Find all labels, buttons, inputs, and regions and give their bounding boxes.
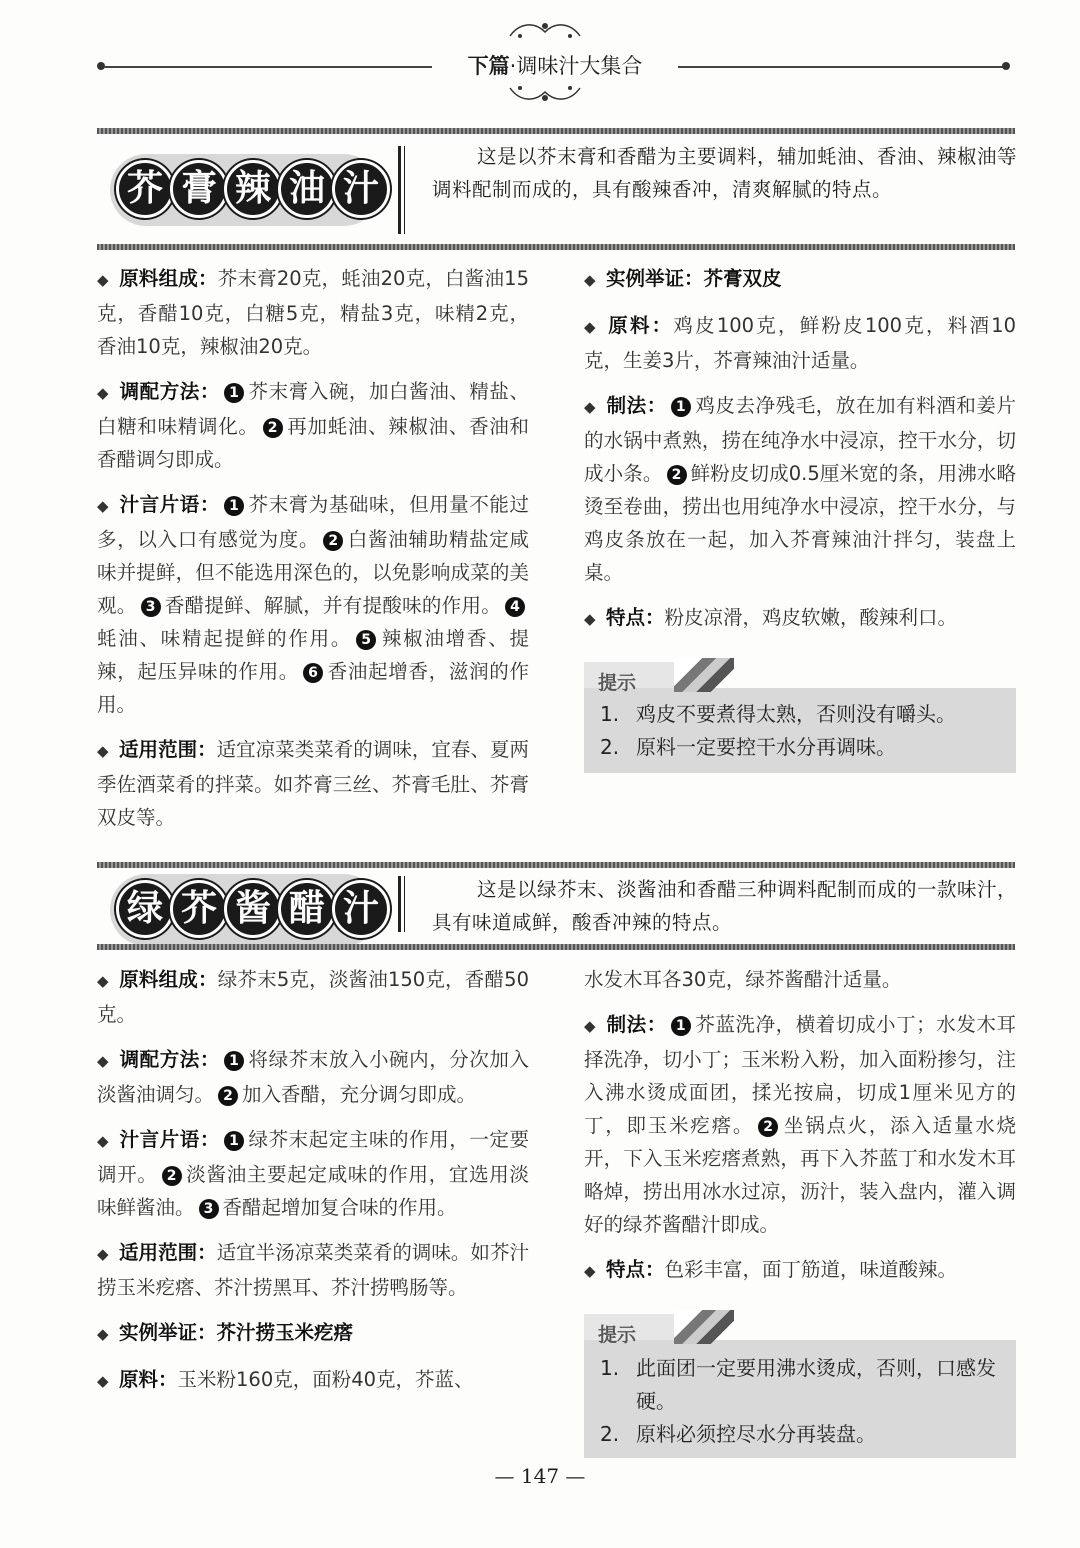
header-right-dot — [1002, 62, 1010, 70]
step-number: 1 — [224, 496, 244, 516]
bullet-icon: ◆ — [584, 1017, 596, 1035]
title-char: 芥 — [116, 160, 174, 218]
title-divider — [398, 146, 401, 234]
bullet-icon: ◆ — [97, 1372, 109, 1390]
section-bar-top — [97, 862, 1015, 868]
header-section: 下篇 — [467, 54, 510, 78]
header-left-rule — [104, 66, 432, 68]
step-number: 3 — [141, 597, 161, 617]
ingredients-paragraph: ◆ 原料组成：绿芥末5克，淡酱油150克，香醋50克。 — [97, 963, 529, 1031]
hint-stripe-icon — [674, 658, 734, 692]
title-divider-thin — [404, 146, 405, 234]
title-char: 膏 — [170, 160, 228, 218]
bullet-icon: ◆ — [584, 610, 596, 628]
running-header — [440, 50, 670, 82]
header-right-rule — [678, 66, 1004, 68]
title-char: 芥 — [170, 880, 228, 938]
hint-box — [584, 1324, 1016, 1458]
example-method: ◆ 制法： 1 芥蓝洗净，横着切成小丁；水发木耳择洗净，切小丁；玉米粉入粉，加入面粉掺匀，注入沸水烫成面团，揉光按扁，切成1厘米见方的丁，即玉米疙瘩。 2 坐锅点火，添入适量水烧开，下入玉米疙瘩煮熟，再下入芥蓝丁和水发木耳略焯，捞出用冰水过凉，沥汁，装入盘内，灌入调好的绿芥酱醋汁即成。 — [584, 1008, 1016, 1241]
scope-paragraph: ◆ 适用范围：适宜半汤凉菜类菜肴的调味。如芥汁捞玉米疙瘩、芥汁捞黑耳、芥汁捞鸭肠等。 — [97, 1236, 529, 1304]
title-char: 绿 — [116, 880, 174, 938]
title-char: 醋 — [278, 880, 336, 938]
recipe-title-badge — [116, 880, 386, 938]
step-number: 1 — [224, 1051, 244, 1071]
method-paragraph: ◆ 调配方法： 1 将绿芥末放入小碗内，分次加入淡酱油调匀。 2 加入香醋，充分调匀即成。 — [97, 1043, 529, 1111]
step-number: 5 — [356, 630, 376, 650]
step-number: 1 — [671, 397, 691, 417]
section-bar-bottom — [97, 944, 1015, 950]
hint-title: 提示 — [598, 1324, 637, 1346]
title-char: 辣 — [224, 160, 282, 218]
example-method: ◆ 制法： 1 鸡皮去净残毛，放在加有料酒和姜片的水锅中煮熟，捞在纯净水中浸凉，控干水分，切成小条。 2 鲜粉皮切成0.5厘米宽的条，用沸水略烫至卷曲，捞出也用纯净水中浸凉，控干水分，与鸡皮条放在一起，加入芥膏辣油汁拌匀，装盘上桌。 — [584, 389, 1016, 589]
recipe-left-column — [97, 262, 529, 846]
recipe-title-badge — [116, 160, 386, 218]
bullet-icon: ◆ — [97, 384, 109, 402]
step-number: 2 — [667, 465, 687, 485]
bullet-icon: ◆ — [584, 398, 596, 416]
recipe-intro: 这是以绿芥末、淡酱油和香醋三种调料配制而成的一款味汁，具有味道咸鲜，酸香冲辣的特点。 — [432, 878, 1018, 934]
bullet-icon: ◆ — [97, 742, 109, 760]
ornament-top-icon — [500, 18, 590, 44]
hint-item: 2. 原料必须控尽水分再装盘。 — [600, 1422, 876, 1446]
hint-list — [584, 688, 1016, 774]
bullet-icon: ◆ — [584, 271, 596, 289]
tips-paragraph: ◆ 汁言片语： 1 绿芥末起定主味的作用，一定要调开。 2 淡酱油主要起定咸味的作用，宜选用淡味鲜酱油。 3 香醋起增加复合味的作用。 — [97, 1123, 529, 1224]
bullet-icon: ◆ — [97, 1052, 109, 1070]
header-separator: · — [509, 54, 517, 78]
step-number: 2 — [323, 531, 343, 551]
example-heading: ◆ 实例举证：芥膏双皮 — [584, 262, 1016, 297]
bullet-icon: ◆ — [97, 271, 109, 289]
bullet-icon: ◆ — [97, 1245, 109, 1263]
hint-stripe-icon — [674, 1310, 734, 1344]
title-char: 汁 — [332, 160, 390, 218]
hint-item: 2. 原料一定要控干水分再调味。 — [600, 735, 896, 759]
ornament-bottom-icon — [500, 80, 590, 106]
step-number: 4 — [505, 597, 525, 617]
hint-title: 提示 — [598, 672, 637, 694]
recipe-right-column — [584, 963, 1016, 1300]
bullet-icon: ◆ — [97, 972, 109, 990]
scope-paragraph: ◆ 适用范围：适宜凉菜类菜肴的调味，宜春、夏两季佐酒菜肴的拌菜。如芥膏三丝、芥膏毛肚、芥膏双皮等。 — [97, 733, 529, 834]
hint-item: 1. 鸡皮不要煮得太熟，否则没有嚼头。 — [600, 702, 956, 726]
example-ingredients: ◆ 原料：玉米粉160克，面粉40克，芥蓝、 — [97, 1363, 529, 1398]
example-ingredients: ◆ 原料：鸡皮100克，鲜粉皮100克，料酒10克，生姜3片，芥膏辣油汁适量。 — [584, 309, 1016, 377]
step-number: 2 — [263, 418, 283, 438]
step-number: 3 — [199, 1199, 219, 1219]
step-number: 1 — [224, 383, 244, 403]
title-divider-thin — [404, 876, 405, 932]
section-bar-top — [97, 128, 1015, 134]
step-number: 1 — [224, 1131, 244, 1151]
method-paragraph: ◆ 调配方法： 1 芥末膏入碗，加白酱油、精盐、白糖和味精调化。 2 再加蚝油、辣椒油、香油和香醋调匀即成。 — [97, 375, 529, 476]
hint-item: 1. 此面团一定要用沸水烫成，否则，口感发硬。 — [600, 1356, 996, 1413]
bullet-icon: ◆ — [584, 318, 596, 336]
tips-paragraph: ◆ 汁言片语： 1 芥末膏为基础味，但用量不能过多，以入口有感觉为度。 2 白酱油辅助精盐定咸味并提鲜，但不能选用深色的，以免影响成菜的美观。 3 香醋提鲜、解腻，并有提酸味的作用。 4蚝油、味精起提鲜的作用。 5 辣椒油增香、提辣，起压异味的作用。 6 香油起增香，滋润的作用。 — [97, 488, 529, 721]
step-number: 1 — [671, 1016, 691, 1036]
step-number: 6 — [303, 663, 323, 683]
title-char: 酱 — [224, 880, 282, 938]
hint-box — [584, 672, 1016, 773]
title-char: 油 — [278, 160, 336, 218]
title-divider — [398, 876, 401, 932]
step-number: 2 — [758, 1117, 778, 1137]
step-number: 2 — [162, 1166, 182, 1186]
bullet-icon: ◆ — [584, 1262, 596, 1280]
hint-list — [584, 1340, 1016, 1461]
step-number: 2 — [218, 1086, 238, 1106]
ingredients-paragraph: ◆ 原料组成：芥末膏20克，蚝油20克，白酱油15克，香醋10克，白糖5克，精盐3克，味精2克，香油10克，辣椒油20克。 — [97, 262, 529, 363]
example-feature: ◆ 特点：粉皮凉滑，鸡皮软嫩，酸辣利口。 — [584, 601, 1016, 636]
title-char: 汁 — [332, 880, 390, 938]
bullet-icon: ◆ — [97, 1325, 109, 1343]
example-heading: ◆ 实例举证：芥汁捞玉米疙瘩 — [97, 1316, 529, 1351]
example-feature: ◆ 特点：色彩丰富，面丁筋道，味道酸辣。 — [584, 1253, 1016, 1288]
recipe-left-column — [97, 963, 529, 1410]
bullet-icon: ◆ — [97, 497, 109, 515]
recipe-intro: 这是以芥末膏和香醋为主要调料，辅加蚝油、香油、辣椒油等调料配制而成的，具有酸辣香冲，清爽解腻的特点。 — [432, 145, 1018, 201]
example-ingredients-continued: 水发木耳各30克，绿芥酱醋汁适量。 — [584, 968, 902, 991]
recipe-right-column — [584, 262, 1016, 648]
bullet-icon: ◆ — [97, 1132, 109, 1150]
page-number: — 147 — — [494, 1464, 586, 1488]
section-bar-bottom — [97, 244, 1015, 250]
header-chapter: 调味汁大集合 — [516, 54, 643, 78]
